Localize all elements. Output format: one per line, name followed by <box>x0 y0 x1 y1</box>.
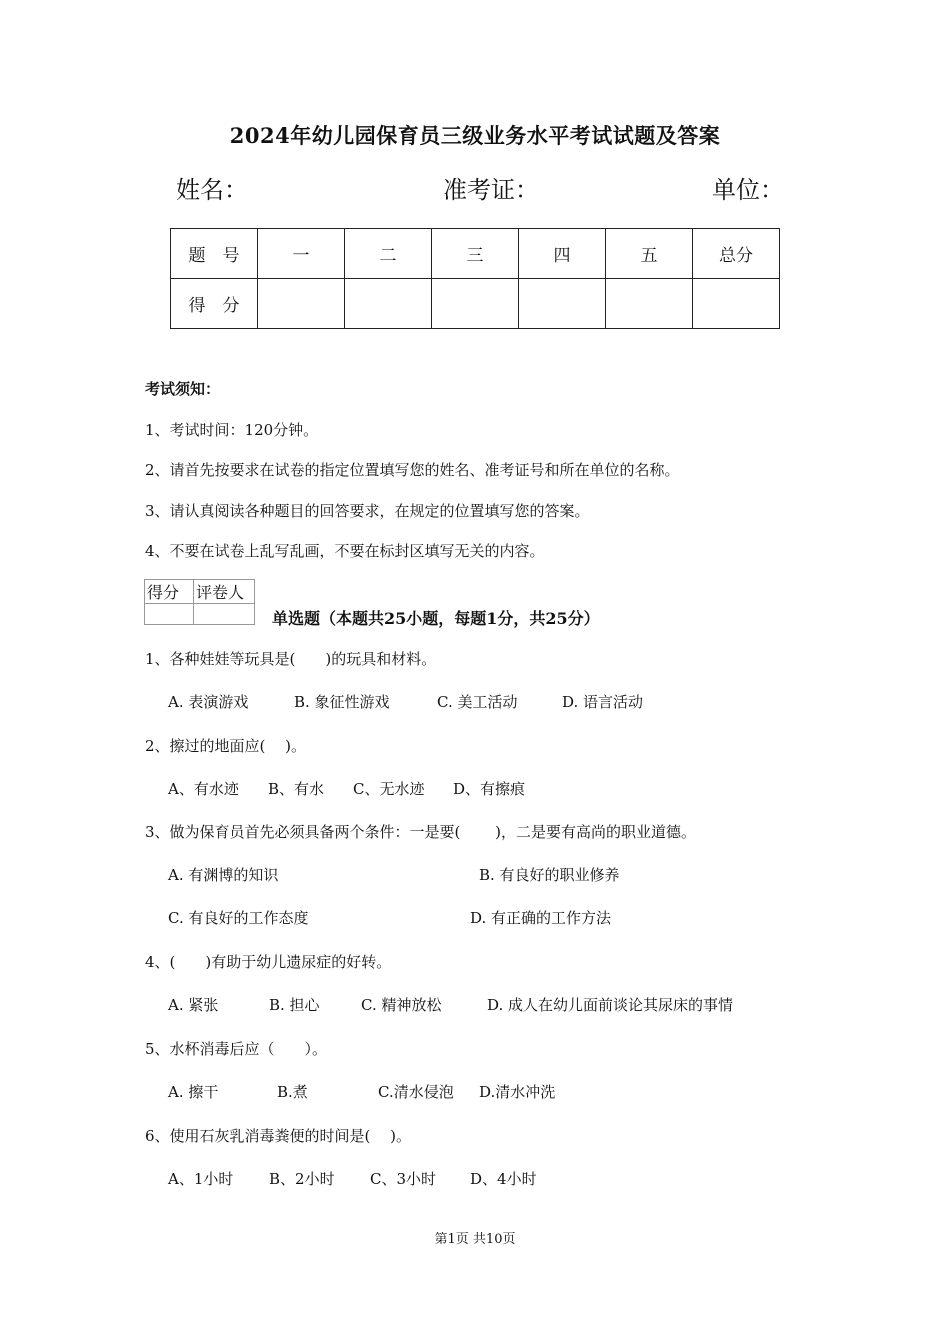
name-field-label: 姓名： <box>176 176 248 204</box>
score-entry-cell[interactable] <box>432 279 519 329</box>
score-entry-cell[interactable] <box>345 279 432 329</box>
notice-item: 1、考试时间：120分钟。 <box>145 421 319 439</box>
grader-score-cell[interactable] <box>145 604 194 625</box>
answer-option[interactable]: B、有水 <box>268 780 325 798</box>
exam-number-field-label: 准考证： <box>443 176 539 204</box>
score-header-cell: 四 <box>519 229 606 279</box>
question-text: 3、做为保育员首先必须具备两个条件：一是要( )，二是要有高尚的职业道德。 <box>145 823 697 841</box>
score-table <box>170 228 780 329</box>
notice-item: 3、请认真阅读各种题目的回答要求，在规定的位置填写您的答案。 <box>145 502 590 520</box>
answer-option[interactable]: C.清水侵泡 <box>378 1083 454 1101</box>
answer-option[interactable]: D、4小时 <box>470 1170 537 1188</box>
score-row-label: 得 分 <box>171 279 258 329</box>
score-header-cell: 题 号 <box>171 229 258 279</box>
score-entry-cell[interactable] <box>258 279 345 329</box>
grader-name-cell[interactable] <box>194 604 255 625</box>
answer-option[interactable]: A. 擦干 <box>168 1083 219 1101</box>
answer-option[interactable]: C. 有良好的工作态度 <box>168 909 309 927</box>
answer-option[interactable]: D. 成人在幼儿面前谈论其尿床的事情 <box>487 996 734 1014</box>
notice-item: 2、请首先按要求在试卷的指定位置填写您的姓名、准考证号和所在单位的名称。 <box>145 461 680 479</box>
answer-option[interactable]: B.煮 <box>277 1083 308 1101</box>
question-text: 6、使用石灰乳消毒粪便的时间是( )。 <box>145 1127 412 1145</box>
answer-option[interactable]: D.清水冲洗 <box>479 1083 556 1101</box>
section-title: 单选题（本题共25小题，每题1分，共25分） <box>272 609 600 628</box>
answer-option[interactable]: B、2小时 <box>269 1170 335 1188</box>
answer-option[interactable]: B. 有良好的职业修养 <box>479 866 620 884</box>
answer-option[interactable]: C、无水迹 <box>353 780 425 798</box>
answer-option[interactable]: C. 美工活动 <box>437 693 518 711</box>
score-table-header-row <box>171 229 780 279</box>
page-footer: 第1页 共10页 <box>434 1232 516 1247</box>
answer-option[interactable]: A. 紧张 <box>168 996 219 1014</box>
question-text: 5、水杯消毒后应（ ）。 <box>145 1040 328 1058</box>
question-text: 1、各种娃娃等玩具是( )的玩具和材料。 <box>145 650 437 668</box>
score-entry-cell[interactable] <box>606 279 693 329</box>
score-header-cell: 二 <box>345 229 432 279</box>
answer-option[interactable]: C、3小时 <box>370 1170 437 1188</box>
answer-option[interactable]: A、1小时 <box>168 1170 234 1188</box>
score-entry-cell[interactable] <box>693 279 780 329</box>
score-header-cell: 总分 <box>693 229 780 279</box>
score-header-cell: 一 <box>258 229 345 279</box>
answer-option[interactable]: A. 表演游戏 <box>168 693 249 711</box>
score-entry-cell[interactable] <box>519 279 606 329</box>
grader-name-label: 评卷人 <box>194 580 255 604</box>
score-header-cell: 五 <box>606 229 693 279</box>
grader-score-label: 得分 <box>145 580 194 604</box>
question-text: 4、( )有助于幼儿遗尿症的好转。 <box>145 953 392 971</box>
answer-option[interactable]: D、有擦痕 <box>453 780 526 798</box>
answer-option[interactable]: A、有水迹 <box>168 780 239 798</box>
exam-title: 2024年幼儿园保育员三级业务水平考试试题及答案 <box>229 123 721 148</box>
notice-title: 考试须知： <box>145 380 221 398</box>
answer-option[interactable]: D. 有正确的工作方法 <box>470 909 612 927</box>
notice-item: 4、不要在试卷上乱写乱画，不要在标封区填写无关的内容。 <box>145 542 545 560</box>
question-text: 2、擦过的地面应( )。 <box>145 737 307 755</box>
answer-option[interactable]: D. 语言活动 <box>562 693 644 711</box>
answer-option[interactable]: A. 有渊博的知识 <box>168 866 279 884</box>
answer-option[interactable]: C. 精神放松 <box>361 996 442 1014</box>
grader-table <box>144 579 255 625</box>
score-header-cell: 三 <box>432 229 519 279</box>
answer-option[interactable]: B. 担心 <box>269 996 320 1014</box>
unit-field-label: 单位： <box>712 176 784 204</box>
score-table-score-row <box>171 279 780 329</box>
answer-option[interactable]: B. 象征性游戏 <box>294 693 390 711</box>
